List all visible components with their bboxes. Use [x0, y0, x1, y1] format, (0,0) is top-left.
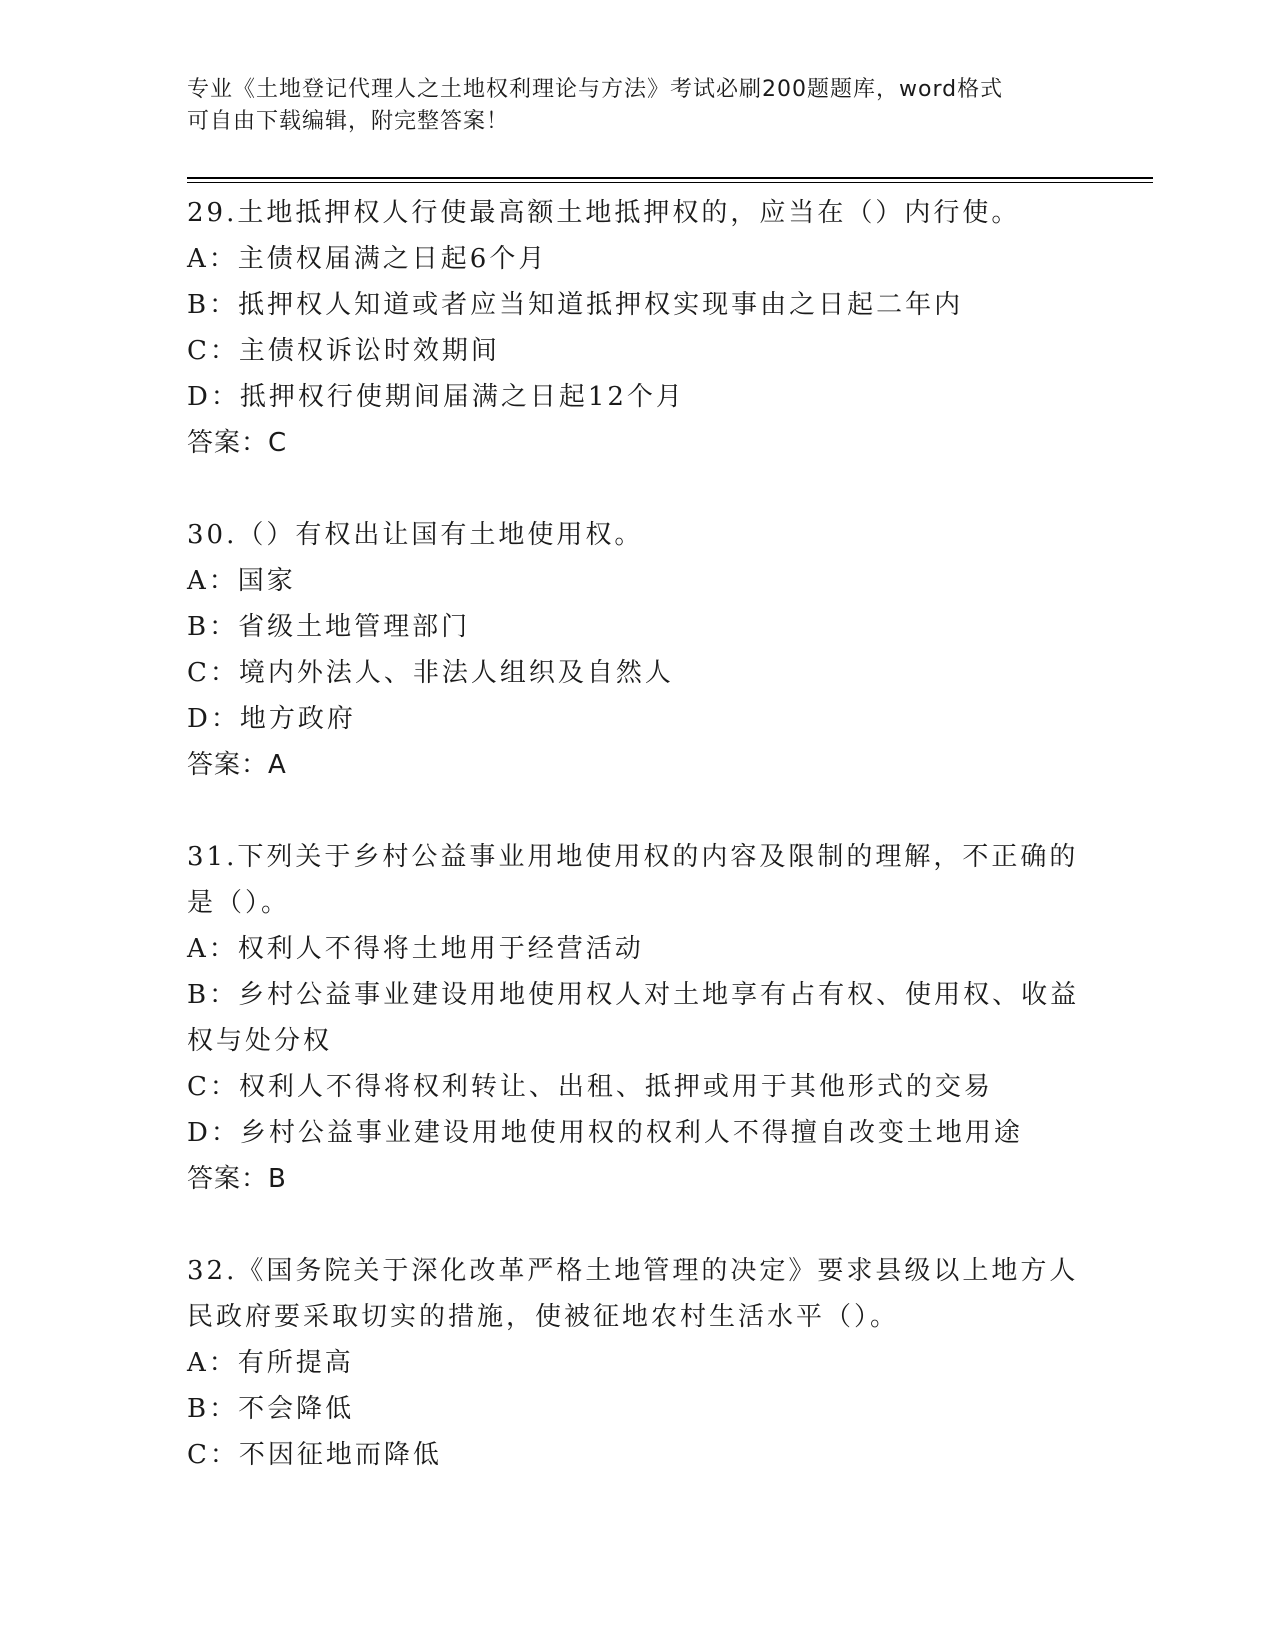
answer-option: A：主债权届满之日起6个月 — [187, 244, 548, 274]
answer-option: B：乡村公益事业建设用地使用权人对土地享有占有权、使用权、收益 — [187, 980, 1080, 1010]
document-header — [187, 74, 1067, 138]
question-list — [187, 190, 1087, 1478]
answer-option: D：抵押权行使期间届满之日起12个月 — [187, 382, 685, 412]
answer-option: 权与处分权 — [187, 1026, 333, 1056]
answer-option: A：权利人不得将土地用于经营活动 — [187, 934, 644, 964]
answer-key: 答案：B — [187, 1164, 287, 1194]
question-block — [187, 512, 1087, 834]
answer-option: A：国家 — [187, 566, 296, 596]
question-spacer — [187, 1202, 1087, 1248]
answer-option: C：境内外法人、非法人组织及自然人 — [187, 658, 674, 688]
answer-option: C：不因征地而降低 — [187, 1440, 442, 1470]
question-block — [187, 190, 1087, 512]
header-divider-thin — [187, 182, 1153, 183]
answer-option: C：权利人不得将权利转让、出租、抵押或用于其他形式的交易 — [187, 1072, 993, 1102]
question-stem: 29.土地抵押权人行使最高额土地抵押权的，应当在（）内行使。 — [187, 198, 1021, 228]
question-stem: 30.（）有权出让国有土地使用权。 — [187, 520, 644, 550]
answer-option: B：抵押权人知道或者应当知道抵押权实现事由之日起二年内 — [187, 290, 964, 320]
question-spacer — [187, 788, 1087, 834]
question-spacer — [187, 466, 1087, 512]
question-stem: 民政府要采取切实的措施，使被征地农村生活水平（）。 — [187, 1302, 900, 1332]
answer-key: 答案：A — [187, 750, 287, 780]
question-stem: 是（）。 — [187, 888, 291, 918]
header-line-1: 专业《土地登记代理人之土地权利理论与方法》考试必刷200题题库，word格式 — [187, 77, 1004, 102]
answer-option: D：乡村公益事业建设用地使用权的权利人不得擅自改变土地用途 — [187, 1118, 1023, 1148]
header-line-2: 可自由下载编辑，附完整答案！ — [187, 109, 510, 134]
answer-option: A：有所提高 — [187, 1348, 354, 1378]
answer-option: D：地方政府 — [187, 704, 356, 734]
question-stem: 31.下列关于乡村公益事业用地使用权的内容及限制的理解，不正确的 — [187, 842, 1079, 872]
answer-option: B：省级土地管理部门 — [187, 612, 471, 642]
question-block — [187, 1248, 1087, 1478]
answer-key: 答案：C — [187, 428, 288, 458]
question-stem: 32.《国务院关于深化改革严格土地管理的决定》要求县级以上地方人 — [187, 1256, 1079, 1286]
answer-option: C：主债权诉讼时效期间 — [187, 336, 500, 366]
answer-option: B：不会降低 — [187, 1394, 355, 1424]
question-block — [187, 834, 1087, 1248]
header-divider — [187, 177, 1153, 179]
